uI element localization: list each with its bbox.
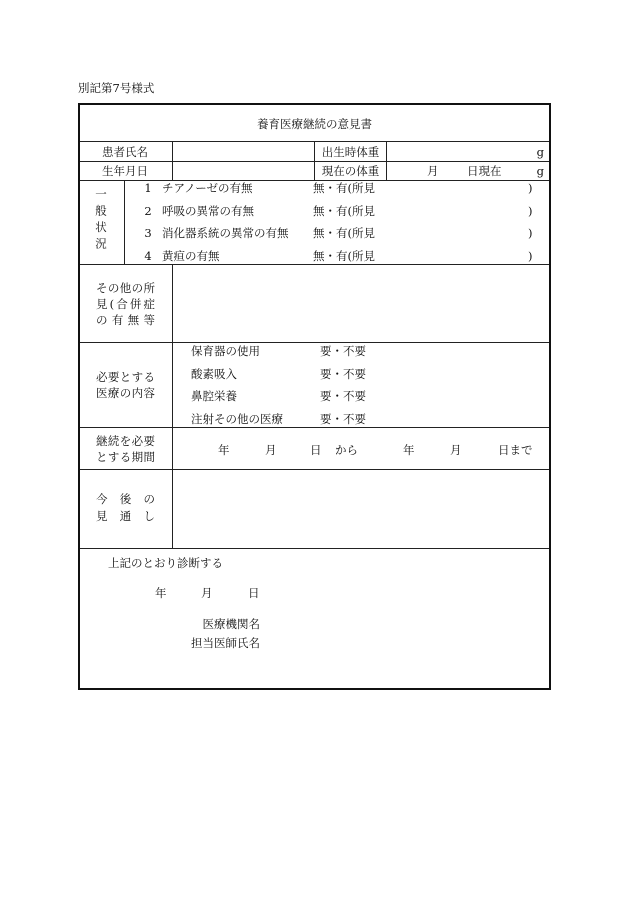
list-item <box>125 226 551 240</box>
care-options: 要・不要 <box>320 367 366 381</box>
label-line <box>96 433 155 449</box>
period-to-year: 年 <box>403 443 415 457</box>
period-field <box>173 428 551 470</box>
label-char: そ <box>96 281 108 295</box>
label-line <box>96 296 155 312</box>
current-weight-field <box>387 162 551 181</box>
item-options: 無・有(所見 <box>313 226 375 240</box>
patient-name-field <box>173 142 315 162</box>
label-char: の <box>143 492 155 506</box>
label-char: 見 <box>96 509 108 523</box>
item-close-paren: ) <box>528 226 533 240</box>
patient-name-label: 患者氏名 <box>102 144 148 159</box>
label-char: し <box>143 509 155 523</box>
certification-month: 月 <box>201 586 213 600</box>
label-char: 続 <box>107 434 120 448</box>
current-weight-month: 月 <box>427 164 439 178</box>
label-char: 内 <box>131 386 144 400</box>
item-options: 無・有(所見 <box>313 204 375 218</box>
current-weight-unit: g <box>536 164 544 178</box>
label-char: ( <box>109 297 115 311</box>
institution-label: 医療機関名 <box>202 617 260 631</box>
item-number: 2 <box>144 204 152 218</box>
label-char: 必 <box>96 370 108 384</box>
label-char: 併 <box>129 297 142 311</box>
label-line <box>96 280 155 296</box>
birth-weight-field <box>387 142 551 162</box>
label-line <box>96 449 155 465</box>
dob-label: 生年月日 <box>102 164 148 178</box>
label-char: 無 <box>127 313 140 327</box>
certification-section <box>78 549 551 690</box>
period-from-suffix: から <box>335 443 358 457</box>
list-item <box>125 204 551 218</box>
label-char: 要 <box>107 370 120 384</box>
label-char: 他 <box>119 281 132 295</box>
period-from-month: 月 <box>265 443 277 457</box>
label-char: 合 <box>116 297 128 311</box>
current-weight-label: 現在の体重 <box>321 164 380 178</box>
label-char: す <box>107 450 120 464</box>
list-item <box>173 389 551 403</box>
care-options: 要・不要 <box>320 344 366 358</box>
item-number: 1 <box>144 181 152 195</box>
outlook-field <box>173 470 551 549</box>
care-label: 酸素吸入 <box>191 367 237 381</box>
list-item <box>125 249 551 263</box>
item-label: 黄疸の有無 <box>162 249 220 263</box>
item-label: チアノーゼの有無 <box>162 181 253 195</box>
current-weight-day: 日現在 <box>467 164 502 178</box>
label-char: 必 <box>131 434 144 448</box>
birth-weight-label-cell <box>315 142 387 162</box>
period-from-day: 日 <box>310 443 322 457</box>
label-char: 医 <box>96 386 108 400</box>
certification-statement: 上記のとおり診断する <box>108 556 223 570</box>
label-char: 有 <box>111 313 124 327</box>
patient-name-label-cell <box>78 142 173 162</box>
label-char: の <box>96 313 108 327</box>
item-close-paren: ) <box>528 181 533 195</box>
item-close-paren: ) <box>528 204 533 218</box>
certification-year: 年 <box>155 586 167 600</box>
label-char: 間 <box>143 450 155 464</box>
period-to-month: 月 <box>450 443 462 457</box>
list-item <box>173 344 551 358</box>
label-char: 通 <box>119 509 132 523</box>
item-number: 3 <box>144 226 152 240</box>
label-line <box>96 508 155 525</box>
label-char: の <box>107 281 120 295</box>
item-close-paren: ) <box>528 249 533 263</box>
item-options: 無・有(所見 <box>313 181 375 195</box>
opinion-form-table <box>78 103 551 690</box>
form-number: 別記第7号様式 <box>78 81 155 95</box>
label-char: 所 <box>143 281 155 295</box>
label-char: 療 <box>107 386 120 400</box>
item-number: 4 <box>144 249 152 263</box>
required-care-label-cell <box>78 343 173 428</box>
label-char: 見 <box>96 297 108 311</box>
care-label: 保育器の使用 <box>191 344 260 358</box>
care-label: 鼻腔栄養 <box>191 389 237 403</box>
required-care-label <box>96 369 155 401</box>
label-line <box>96 369 155 385</box>
form-title: 養育医療継続の意見書 <box>257 117 372 131</box>
label-char: と <box>119 370 132 384</box>
birth-weight-unit: g <box>536 145 544 159</box>
dob-label-cell <box>78 162 173 181</box>
required-care-items <box>173 343 551 428</box>
label-char: 容 <box>143 386 155 400</box>
other-findings-label-cell <box>78 265 173 343</box>
label-line <box>96 491 155 508</box>
label-char: す <box>131 370 144 384</box>
other-findings-field <box>173 265 551 343</box>
outlook-label <box>96 491 155 525</box>
item-options: 無・有(所見 <box>313 249 375 263</box>
label-char: の <box>131 281 144 295</box>
general-status-label: 一般状況 <box>94 188 108 254</box>
title-cell <box>78 103 551 142</box>
label-char: 要 <box>143 434 155 448</box>
label-char: る <box>143 370 155 384</box>
list-item <box>173 367 551 381</box>
label-char: 継 <box>96 434 108 448</box>
label-char: 期 <box>131 450 144 464</box>
label-char: 等 <box>143 313 155 327</box>
period-from-year: 年 <box>218 443 230 457</box>
birth-weight-label: 出生時体重 <box>321 144 380 159</box>
item-label: 消化器系統の異常の有無 <box>162 226 289 240</box>
outlook-label-cell <box>78 470 173 549</box>
certification-day: 日 <box>248 586 260 600</box>
other-findings-label <box>96 280 155 328</box>
period-to-day: 日まで <box>498 443 533 457</box>
care-label: 注射その他の医療 <box>191 412 283 426</box>
label-char: の <box>119 386 132 400</box>
item-label: 呼吸の異常の有無 <box>162 204 254 218</box>
general-status-items <box>125 181 551 265</box>
label-char: 後 <box>119 492 132 506</box>
list-item <box>125 181 551 195</box>
care-options: 要・不要 <box>320 389 366 403</box>
care-options: 要・不要 <box>320 412 366 426</box>
dob-field <box>173 162 315 181</box>
label-char: 症 <box>143 297 155 311</box>
doctor-label: 担当医師氏名 <box>191 636 260 650</box>
label-char: る <box>119 450 132 464</box>
period-label <box>96 433 155 465</box>
label-char: と <box>96 450 108 464</box>
general-status-label-cell <box>78 181 125 265</box>
label-char: を <box>119 434 132 448</box>
list-item <box>173 412 551 426</box>
label-char: 今 <box>96 492 108 506</box>
current-weight-label-cell <box>315 162 387 181</box>
label-line <box>96 312 155 328</box>
period-label-cell <box>78 428 173 470</box>
label-line <box>96 385 155 401</box>
